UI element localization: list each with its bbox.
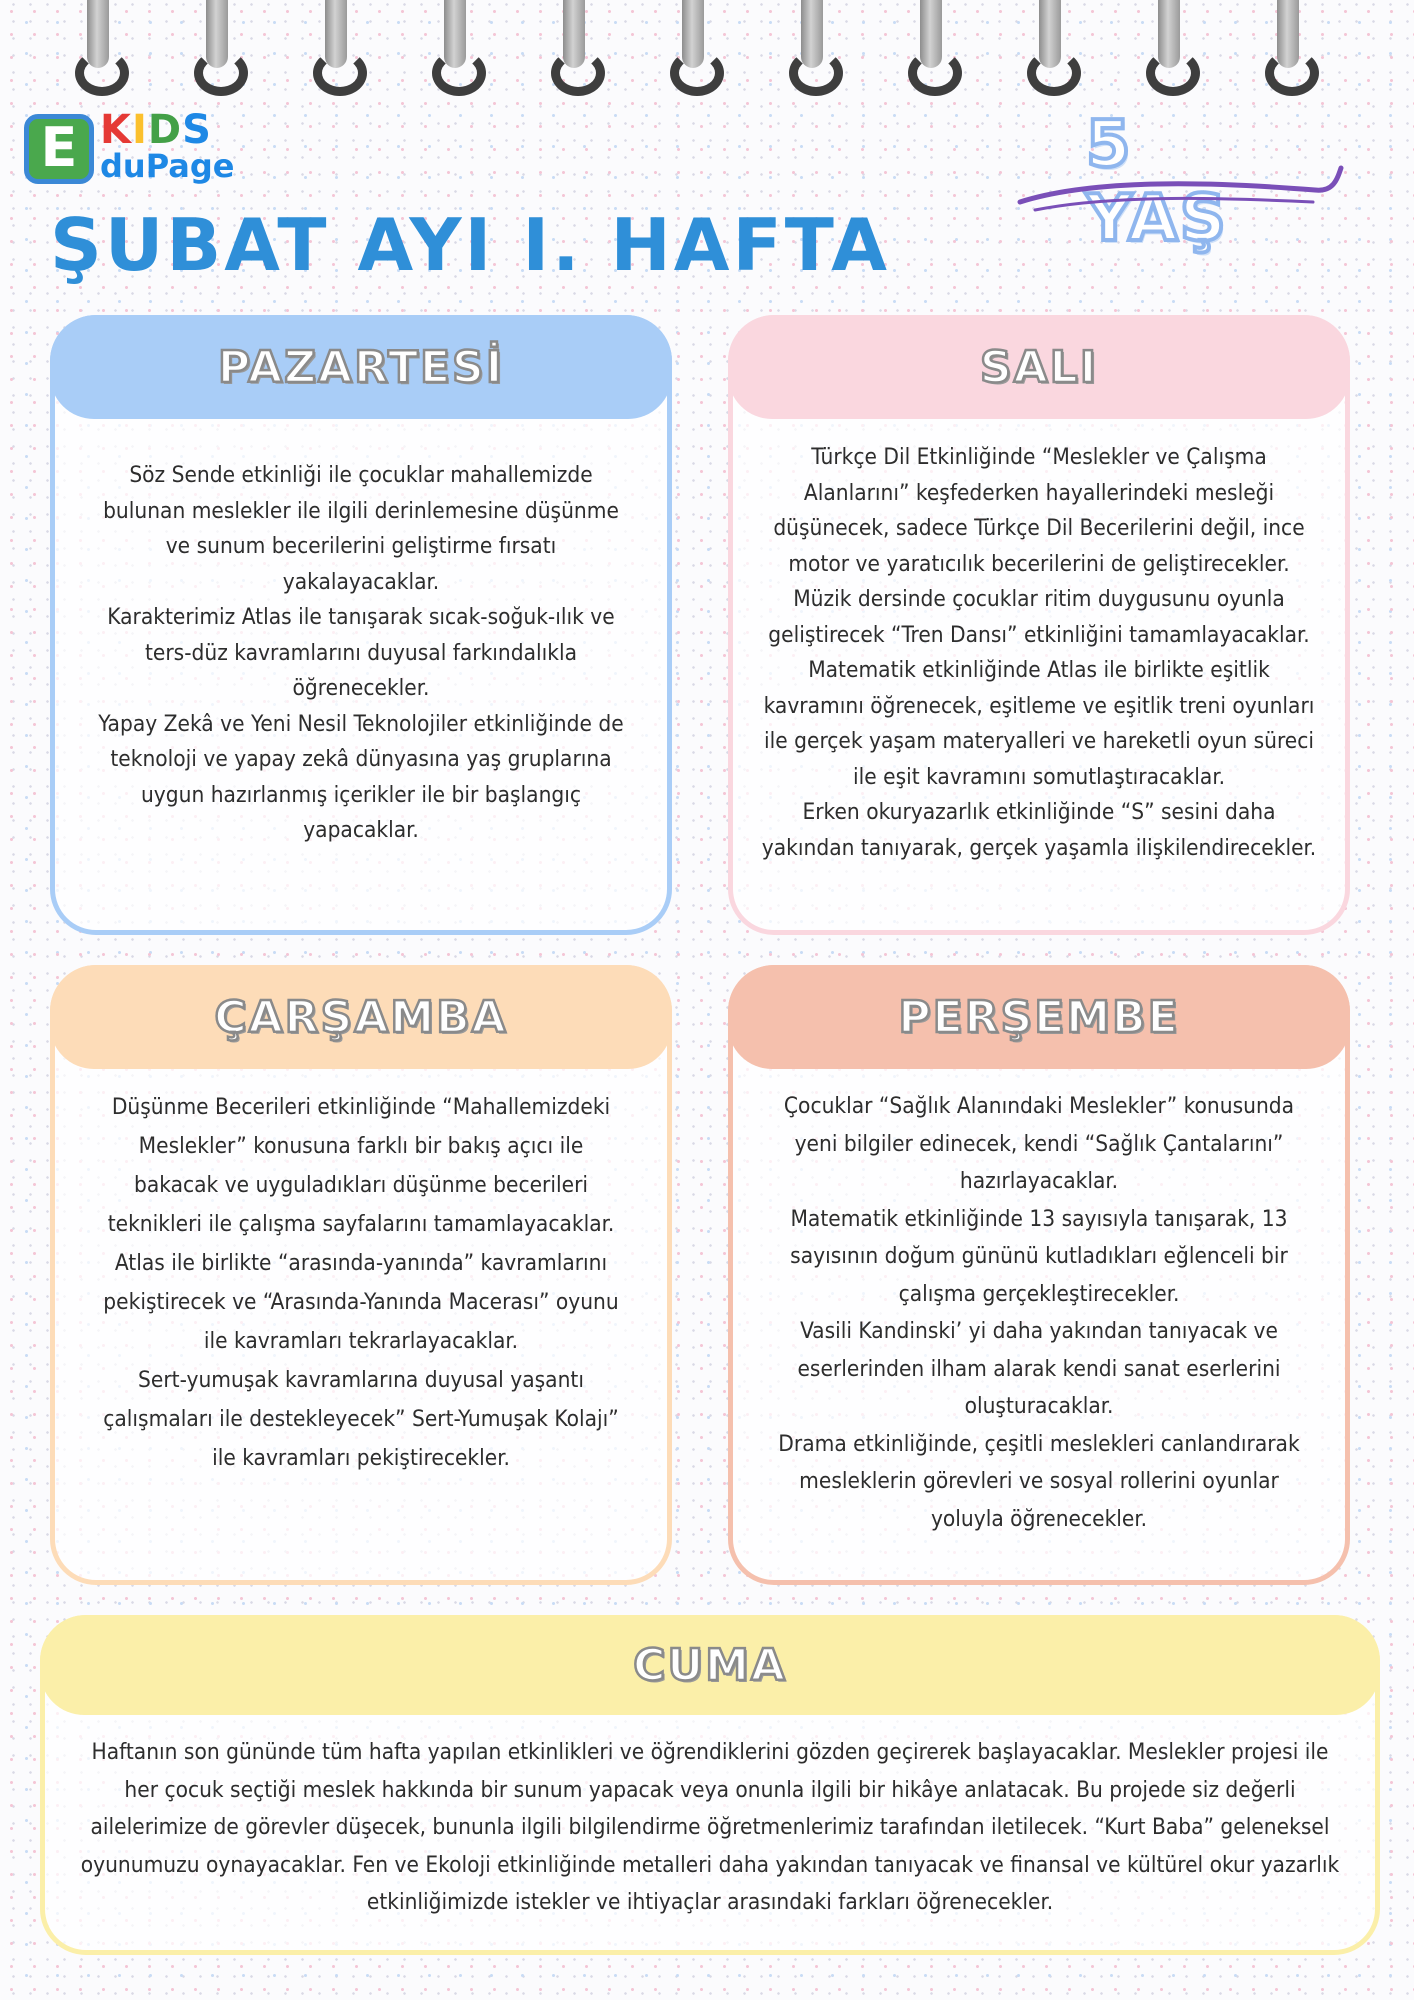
tuesday-card (728, 315, 1350, 935)
tuesday-paragraph: Türkçe Dil Etkinliğinde “Meslekler ve Çalışma Alanlarını” keşfederken hayallerindeki mesleği düşünecek, sadece Türkçe Dil Becerilerini değil, ince motor ve yaratıcılık becerilerini de geliştirecekler. (773, 444, 1305, 577)
friday-body (79, 1734, 1341, 1922)
tuesday-paragraph: Erken okuryazarlık etkinliğinde “S” sesini daha yakından tanıyarak, gerçek yaşamla ilişkilendirecekler. (761, 799, 1317, 861)
monday-paragraph: Yapay Zekâ ve Yeni Nesil Teknolojiler etkinliğinde de teknoloji ve yapay zekâ dünyasına yaş gruplarına uygun hazırlanmış içerikler ile bir başlangıç yapacaklar. (98, 710, 624, 843)
spiral-ring (551, 0, 605, 96)
logo-kids-text (100, 108, 212, 152)
monday-paragraph: Söz Sende etkinliği ile çocuklar mahallemizde bulunan meslekler ile ilgili derinlemesine düşünme ve sunum becerilerini geliştirme fırsatı yakalayacaklar. (103, 462, 619, 595)
friday-heading: CUMA (633, 1639, 787, 1691)
kids-edupage-logo (24, 107, 235, 190)
age-badge: 5 YAŞ (1086, 108, 1228, 256)
spiral-ring (1146, 0, 1200, 96)
tuesday-paragraph: Müzik dersinde çocuklar ritim duygusunu oyunla geliştirecek “Tren Dansı” etkinliğini tamamlayacaklar. (768, 586, 1310, 648)
thursday-card (728, 965, 1350, 1585)
spiral-binding (0, 0, 1414, 100)
logo-mark: E (24, 114, 94, 184)
thursday-paragraph: Matematik etkinliğinde 13 sayısıyla tanışarak, 13 sayısının doğum gününü kutladıkları eğlenceli bir çalışma gerçekleştirecekler. (790, 1205, 1288, 1307)
monday-header (50, 315, 672, 419)
wednesday-paragraph: Düşünme Becerileri etkinliğinde “Mahallemizdeki Meslekler” konusuna farklı bir bakış açıcı ile bakacak ve uyguladıkları düşünme becerileri teknikleri ile çalışma sayfalarını tamamlayacaklar. (107, 1094, 615, 1237)
wednesday-header (50, 965, 672, 1069)
monday-card (50, 315, 672, 935)
wednesday-paragraph: Sert-yumuşak kavramlarına duyusal yaşantı çalışmaları ile destekleyecek” Sert-Yumuşak Kolajı” ile kavramları pekiştirecekler. (103, 1367, 619, 1471)
spiral-ring (432, 0, 486, 96)
thursday-heading: PERŞEMBE (898, 991, 1180, 1043)
tuesday-paragraph: Matematik etkinliğinde Atlas ile birlikte eşitlik kavramını öğrenecek, eşitleme ve eşitlik treni oyunları ile gerçek yaşam materyalleri ve hareketli oyun süreci ile eşit kavramını somutlaştıracaklar. (763, 657, 1315, 790)
logo-letter: S (182, 107, 212, 153)
thursday-paragraph: Çocuklar “Sağlık Alanındaki Meslekler” konusunda yeni bilgiler edinecek, kendi “Sağlık Çantalarını” hazırlayacaklar. (783, 1093, 1295, 1194)
friday-card (40, 1615, 1380, 1955)
monday-heading: PAZARTESİ (217, 341, 505, 393)
tuesday-body (761, 440, 1317, 866)
thursday-paragraph: Vasili Kandinski’ yi daha yakından tanıyacak ve eserlerinden ilham alarak kendi sanat eserlerini oluşturacaklar. (797, 1318, 1281, 1419)
thursday-body (773, 1088, 1305, 1538)
monday-paragraph: Karakterimiz Atlas ile tanışarak sıcak-soğuk-ılık ve ters-düz kavramlarını duyusal farkındalıkla öğrenecekler. (107, 604, 615, 701)
logo-letter: I (132, 107, 148, 153)
spiral-ring (670, 0, 724, 96)
wednesday-paragraph: Atlas ile birlikte “arasında-yanında” kavramlarını pekiştirecek ve “Arasında-Yanında Macerası” oyunu ile kavramları tekrarlayacaklar. (103, 1250, 619, 1354)
spiral-ring (194, 0, 248, 96)
spiral-ring (908, 0, 962, 96)
monday-body (95, 458, 627, 849)
page-title: ŞUBAT AYI I. HAFTA (50, 203, 890, 287)
thursday-paragraph: Drama etkinliğinde, çeşitli meslekleri canlandırarak mesleklerin görevleri ve sosyal rollerini oyunlar yoluyla öğrenecekler. (778, 1430, 1300, 1532)
friday-header (40, 1615, 1380, 1715)
logo-letter: D (147, 107, 183, 153)
wednesday-card (50, 965, 672, 1585)
tuesday-heading: SALI (979, 341, 1099, 393)
thursday-header (728, 965, 1350, 1069)
spiral-ring (789, 0, 843, 96)
spiral-ring (1027, 0, 1081, 96)
spiral-ring (75, 0, 129, 96)
wednesday-body (95, 1088, 627, 1478)
swoosh-decoration (1015, 160, 1345, 220)
spiral-ring (1265, 0, 1319, 96)
logo-letter: K (100, 107, 132, 153)
friday-paragraph: Haftanın son gününde tüm hafta yapılan etkinlikleri ve öğrendiklerini gözden geçirerek başlayacaklar. Meslekler projesi ile her çocuk seçtiği meslek hakkında bir sunum yapacak veya onunla ilgili bir hikâye anlatacak. Bu projede siz değerli ailelerimize de görevler düşecek, bununla ilgili bilgilendirme öğretmenlerimiz tarafından iletilecek. “Kurt Baba” geleneksel oyunumuzu oynayacaklar. Fen ve Ekoloji etkinliğinde metalleri daha yakından tanıyacak ve finansal ve kültürel okur yazarlık etkinliğimizde istekler ve ihtiyaçlar arasındaki farkları öğrenecekler. (80, 1739, 1340, 1915)
wednesday-heading: ÇARŞAMBA (214, 991, 508, 1043)
spiral-ring (313, 0, 367, 96)
logo-dupage-text: duPage (100, 147, 235, 185)
tuesday-header (728, 315, 1350, 419)
